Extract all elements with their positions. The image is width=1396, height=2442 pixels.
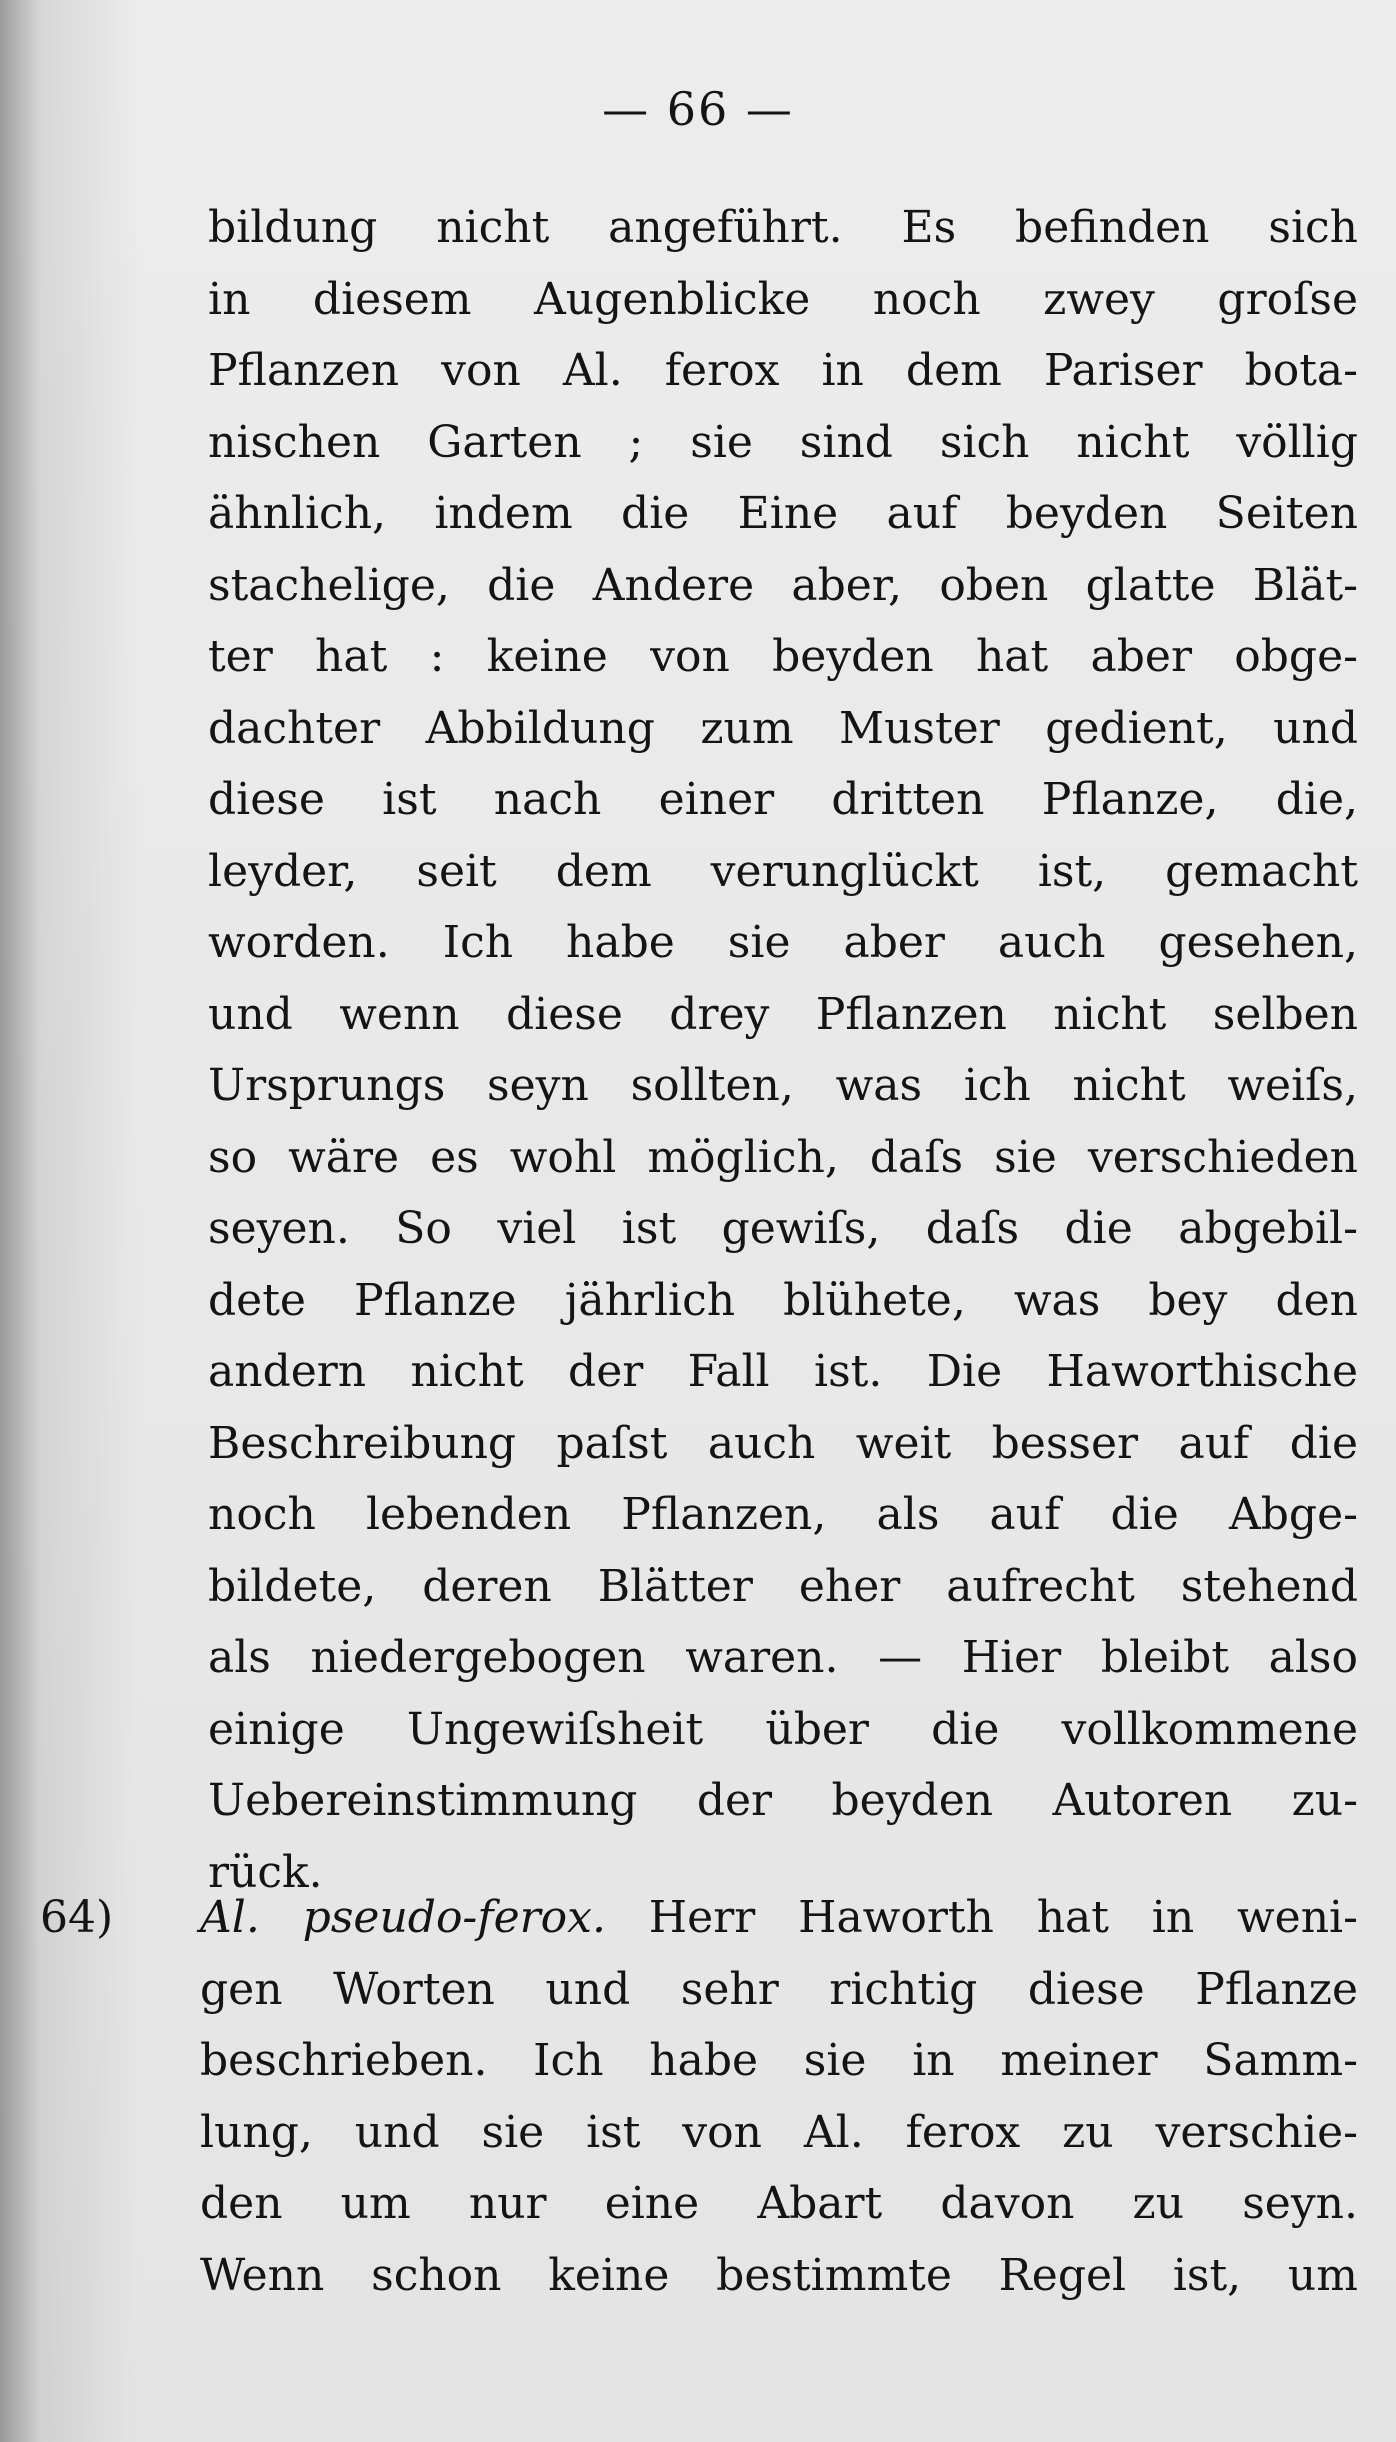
entry-number: 64) bbox=[40, 1892, 114, 1943]
text-line: als niedergebogen waren. — Hier bleibt also bbox=[208, 1632, 1358, 1683]
page-number: — 66 — bbox=[602, 82, 794, 136]
text-line: Ursprungs seyn sollten, was ich nicht weiſs, bbox=[208, 1060, 1358, 1111]
text-line: worden. Ich habe sie aber auch gesehen, bbox=[208, 917, 1358, 968]
text-line: ter hat : keine von beyden hat aber obge- bbox=[208, 631, 1358, 682]
text-line: beschrieben. Ich habe sie in meiner Samm- bbox=[200, 2035, 1358, 2086]
text-line: einige Ungewiſsheit über die vollkommene bbox=[208, 1703, 1358, 1755]
text-line: ähnlich, indem die Eine auf beyden Seiten bbox=[208, 488, 1358, 539]
text-line: bildete, deren Blätter eher aufrecht stehend bbox=[208, 1560, 1358, 1612]
text-line: Beschreibung paſst auch weit besser auf die bbox=[208, 1417, 1358, 1469]
text-line: Uebereinstimmung der beyden Autoren zu- bbox=[208, 1775, 1358, 1826]
text-line: stachelige, die Andere aber, oben glatte Blät- bbox=[208, 559, 1358, 611]
text-line: rück. bbox=[208, 1846, 323, 1898]
text-line: so wäre es wohl möglich, daſs sie verschieden bbox=[208, 1131, 1358, 1183]
text-line: dete Pflanze jährlich blühete, was bey den bbox=[208, 1274, 1358, 1326]
text-line: in diesem Augenblicke noch zwey groſse bbox=[208, 273, 1358, 325]
text-line: nischen Garten ; sie sind sich nicht völlig bbox=[208, 416, 1358, 468]
text-line: seyen. So viel ist gewiſs, daſs die abgebil- bbox=[208, 1203, 1358, 1254]
entry-first-line bbox=[200, 1882, 1358, 1954]
species-entry bbox=[40, 1882, 1358, 2311]
text-line: Pflanzen von Al. ferox in dem Pariser bota- bbox=[208, 345, 1358, 396]
text-line: und wenn diese drey Pflanzen nicht selben bbox=[208, 988, 1358, 1040]
text-line: bildung nicht angeführt. Es befinden sich bbox=[208, 202, 1358, 253]
entry-first-line-text: Herr Haworth hat in weni- bbox=[648, 1892, 1358, 1943]
text-line: gen Worten und sehr richtig diese Pflanze bbox=[200, 1963, 1358, 2015]
text-line: noch lebenden Pflanzen, als auf die Abge- bbox=[208, 1489, 1358, 1540]
text-line: leyder, seit dem verunglückt ist, gemacht bbox=[208, 845, 1358, 897]
text-line: dachter Abbildung zum Muster gedient, und bbox=[208, 702, 1358, 754]
paragraph bbox=[208, 192, 1358, 1908]
text-line: andern nicht der Fall ist. Die Haworthische bbox=[208, 1346, 1358, 1397]
text-line: den um nur eine Abart davon zu seyn. bbox=[200, 2178, 1358, 2229]
species-name: Al. pseudo-ferox. bbox=[200, 1892, 606, 1943]
text-line: lung, und sie ist von Al. ferox zu verschie- bbox=[200, 2106, 1358, 2158]
text-line: diese ist nach einer dritten Pflanze, die, bbox=[208, 774, 1358, 825]
text-line: Wenn schon keine bestimmte Regel ist, um bbox=[200, 2249, 1358, 2301]
